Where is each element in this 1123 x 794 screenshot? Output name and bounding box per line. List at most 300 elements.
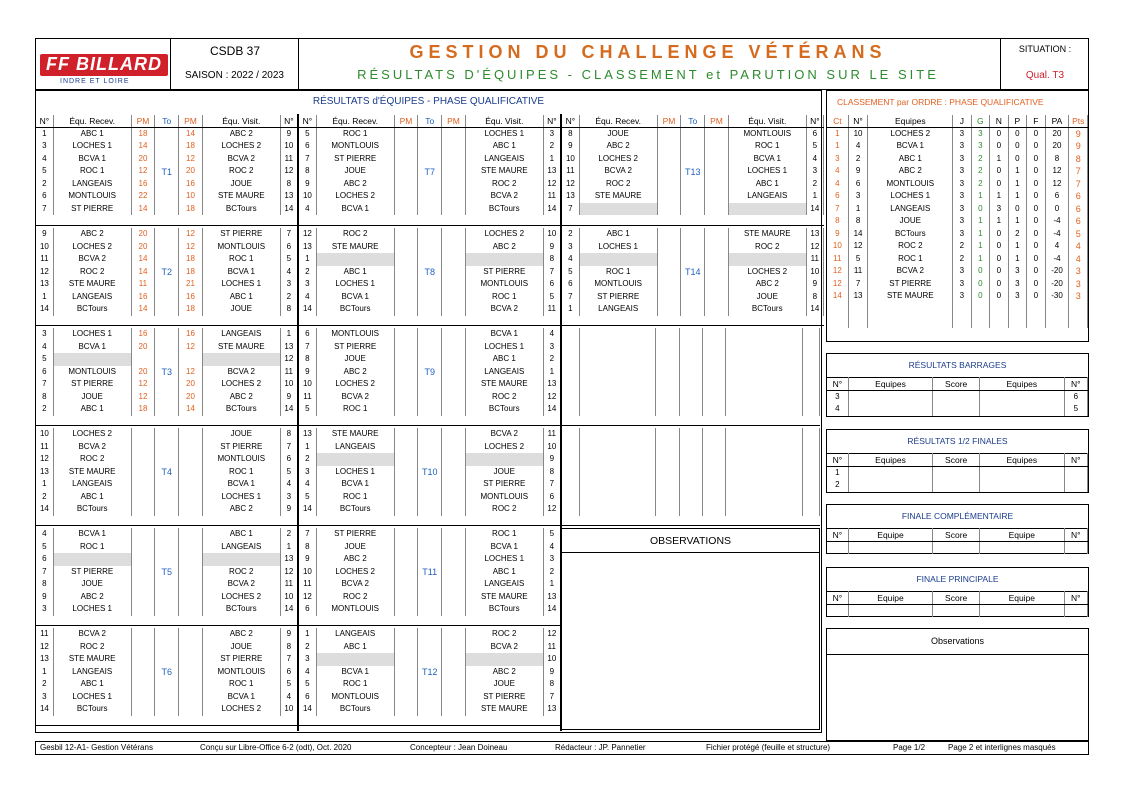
visitor-points — [705, 153, 729, 166]
home-points — [657, 128, 681, 141]
visitor-points: 12 — [179, 366, 203, 379]
team-number: 11 — [543, 303, 560, 316]
visitor-team: STE MAURE — [465, 591, 543, 604]
home-team: ST PIERRE — [316, 341, 394, 354]
col-header-pm: PM — [657, 115, 681, 128]
team-number: 14 — [36, 703, 53, 716]
col-header: N° — [827, 378, 848, 391]
home-points — [394, 203, 418, 216]
page-subtitle: RÉSULTATS D'ÉQUIPES - CLASSEMENT et PARUTION SUR LE SITE — [357, 67, 939, 82]
team-number: 5 — [299, 678, 316, 691]
home-points — [394, 353, 418, 366]
visitor-team: ABC 2 — [202, 628, 280, 641]
footer-note: Page 2 et interlignes masqués — [948, 743, 1056, 752]
visitor-points — [442, 291, 466, 304]
home-points — [394, 441, 418, 454]
team-number: 1 — [299, 628, 316, 641]
team-number: 9 — [806, 278, 823, 291]
team-number: 14 — [299, 303, 316, 316]
team-number: 10 — [280, 591, 297, 604]
home-team: BCTours — [316, 303, 394, 316]
team-number: 11 — [280, 578, 297, 591]
ranking-col-equipes: Equipes — [868, 115, 953, 128]
round-label: T5 — [155, 528, 179, 616]
team-number: 7 — [36, 203, 53, 216]
finale-princ-table — [827, 591, 1088, 617]
team-number: 9 — [562, 140, 579, 153]
team-number: 1 — [280, 328, 297, 341]
home-points — [394, 253, 418, 266]
team-number: 14 — [36, 503, 53, 516]
home-team: BCVA 1 — [316, 291, 394, 304]
visitor-points — [179, 503, 203, 516]
footer-protected: Fichier protégé (feuille et structure) — [706, 743, 831, 752]
home-points — [657, 253, 681, 266]
team-number: 13 — [280, 190, 297, 203]
team-number: 12 — [806, 241, 823, 254]
col-header: Equipes — [848, 378, 933, 391]
match-row — [36, 428, 298, 441]
match-row — [299, 128, 561, 141]
team-number: 3 — [299, 466, 316, 479]
home-points — [131, 541, 155, 554]
home-points — [657, 241, 681, 254]
home-team: JOUE — [316, 165, 394, 178]
home-points — [394, 553, 418, 566]
team-number: 5 — [543, 291, 560, 304]
visitor-points — [442, 303, 466, 316]
visitor-team: MONTLOUIS — [728, 128, 806, 141]
visitor-points — [442, 703, 466, 716]
visitor-team: ROC 2 — [202, 566, 280, 579]
home-points — [131, 466, 155, 479]
visitor-points: 16 — [179, 291, 203, 304]
visitor-team: JOUE — [465, 466, 543, 479]
home-team: LANGEAIS — [53, 666, 131, 679]
ranking-table — [827, 115, 1088, 328]
home-team: ABC 1 — [316, 641, 394, 654]
home-team: ST PIERRE — [316, 528, 394, 541]
visitor-team: STE MAURE — [728, 228, 806, 241]
home-team: JOUE — [316, 541, 394, 554]
match-row — [36, 128, 298, 141]
team-number: 11 — [280, 153, 297, 166]
team-number: 4 — [299, 666, 316, 679]
round-label: T1 — [155, 128, 179, 216]
home-team: MONTLOUIS — [316, 603, 394, 616]
team-number: 9 — [543, 241, 560, 254]
team-number: 9 — [280, 391, 297, 404]
visitor-team: LOCHES 1 — [728, 165, 806, 178]
match-row — [299, 628, 561, 641]
home-points — [657, 178, 681, 191]
visitor-points — [705, 266, 729, 279]
visitor-points — [179, 578, 203, 591]
team-number: 6 — [543, 491, 560, 504]
visitor-team: STE MAURE — [465, 165, 543, 178]
home-points — [394, 165, 418, 178]
team-number: 10 — [36, 428, 53, 441]
team-number: 11 — [280, 366, 297, 379]
visitor-team: MONTLOUIS — [202, 666, 280, 679]
team-number: 4 — [562, 253, 579, 266]
visitor-points — [179, 591, 203, 604]
team-number: 6 — [299, 328, 316, 341]
team-number: 2 — [299, 453, 316, 466]
team-number: 14 — [280, 403, 297, 416]
visitor-points — [179, 553, 203, 566]
match-row — [36, 528, 298, 541]
team-number: 2 — [543, 353, 560, 366]
home-points: 12 — [131, 165, 155, 178]
round-table-t1 — [36, 115, 298, 215]
visitor-team: ST PIERRE — [202, 653, 280, 666]
team-number: 11 — [36, 441, 53, 454]
col-header: Equipes — [979, 378, 1064, 391]
team-number: 3 — [299, 278, 316, 291]
visitor-team: BCVA 1 — [728, 153, 806, 166]
visitor-team: ST PIERRE — [465, 478, 543, 491]
team-number: 14 — [806, 203, 823, 216]
home-team: BCTours — [316, 503, 394, 516]
result-row — [827, 605, 1088, 618]
round-table-t13 — [562, 115, 824, 215]
team-number: 4 — [36, 153, 53, 166]
home-points — [131, 666, 155, 679]
team-number: 9 — [280, 128, 297, 141]
home-points — [657, 291, 681, 304]
observations-middle — [561, 528, 820, 730]
visitor-points — [442, 140, 466, 153]
visitor-team: ROC 2 — [465, 503, 543, 516]
ranking-col-j: J — [953, 115, 972, 128]
col-header-visit: Équ. Visit. — [728, 115, 806, 128]
round-table-t7 — [299, 115, 561, 215]
home-team: LOCHES 2 — [316, 566, 394, 579]
home-points — [657, 140, 681, 153]
empty-block — [562, 328, 820, 416]
visitor-team: STE MAURE — [202, 341, 280, 354]
visitor-points: 20 — [179, 378, 203, 391]
visitor-points — [442, 541, 466, 554]
home-team: BCTours — [53, 503, 131, 516]
visitor-team: ABC 2 — [202, 391, 280, 404]
team-number: 12 — [36, 453, 53, 466]
home-team: ROC 1 — [53, 165, 131, 178]
visitor-points — [705, 278, 729, 291]
home-team: ABC 1 — [53, 491, 131, 504]
home-team: LOCHES 2 — [316, 378, 394, 391]
team-number: 8 — [36, 391, 53, 404]
col-header: Equipe — [979, 592, 1064, 605]
team-number: 3 — [280, 278, 297, 291]
round-label: T12 — [418, 628, 442, 716]
visitor-team — [728, 203, 806, 216]
home-points — [131, 453, 155, 466]
home-points — [394, 628, 418, 641]
visitor-team: ABC 1 — [465, 140, 543, 153]
visitor-team: JOUE — [202, 303, 280, 316]
home-team — [579, 203, 657, 216]
season: SAISON : 2022 / 2023 — [185, 70, 284, 81]
visitor-team: ABC 2 — [465, 241, 543, 254]
team-number: 5 — [562, 266, 579, 279]
team-number: 1 — [36, 666, 53, 679]
team-number: 7 — [299, 528, 316, 541]
visitor-team: LOCHES 1 — [465, 341, 543, 354]
ranking-row: 9 14 BCTours 3 1 0 2 0 -4 5 — [827, 228, 1088, 241]
team-number: 2 — [562, 228, 579, 241]
round-table-t5 — [36, 528, 298, 616]
visitor-points: 21 — [179, 278, 203, 291]
visitor-team: LOCHES 1 — [465, 553, 543, 566]
visitor-points — [179, 528, 203, 541]
team-number: 6 — [299, 691, 316, 704]
home-points — [394, 453, 418, 466]
visitor-points — [705, 190, 729, 203]
home-team: LANGEAIS — [316, 628, 394, 641]
visitor-points — [442, 403, 466, 416]
home-team: BCVA 2 — [316, 578, 394, 591]
home-points — [394, 341, 418, 354]
ranking-row: 10 12 ROC 2 2 1 0 1 0 4 4 — [827, 240, 1088, 253]
visitor-points — [442, 366, 466, 379]
visitor-team: BCVA 2 — [202, 578, 280, 591]
home-points — [131, 691, 155, 704]
team-number: 14 — [543, 403, 560, 416]
home-team — [579, 253, 657, 266]
visitor-points — [179, 353, 203, 366]
home-team: ROC 1 — [53, 541, 131, 554]
home-team: ROC 1 — [316, 491, 394, 504]
team-number: 11 — [543, 641, 560, 654]
team-number: 6 — [299, 140, 316, 153]
match-row — [562, 228, 824, 241]
home-team: ABC 2 — [579, 140, 657, 153]
visitor-points — [179, 653, 203, 666]
visitor-team: BCVA 2 — [202, 366, 280, 379]
home-points — [394, 291, 418, 304]
team-number: 6 — [36, 553, 53, 566]
round-label: T3 — [155, 328, 179, 416]
ranking-col-n: N — [990, 115, 1009, 128]
home-team: LOCHES 1 — [53, 603, 131, 616]
team-number: 9 — [36, 591, 53, 604]
visitor-points: 14 — [179, 128, 203, 141]
team-number: 12 — [299, 228, 316, 241]
visitor-points — [442, 165, 466, 178]
home-points — [394, 391, 418, 404]
home-team: LANGEAIS — [316, 441, 394, 454]
team-number: 6 — [299, 603, 316, 616]
home-points — [394, 366, 418, 379]
team-number: 4 — [806, 153, 823, 166]
team-number: 1 — [280, 541, 297, 554]
round-label: T6 — [155, 628, 179, 716]
round-table-t11 — [299, 528, 561, 616]
team-number: 11 — [806, 253, 823, 266]
team-number: 14 — [280, 203, 297, 216]
visitor-points — [442, 528, 466, 541]
team-number: 8 — [806, 291, 823, 304]
visitor-team: MONTLOUIS — [202, 453, 280, 466]
team-number: 7 — [543, 478, 560, 491]
visitor-team: ABC 1 — [202, 291, 280, 304]
team-number: 7 — [299, 341, 316, 354]
visitor-team: BCVA 1 — [465, 541, 543, 554]
visitor-points — [179, 691, 203, 704]
home-points — [394, 153, 418, 166]
visitor-team: ABC 2 — [202, 128, 280, 141]
visitor-team: BCVA 2 — [465, 190, 543, 203]
visitor-team: BCVA 1 — [465, 328, 543, 341]
round-label: T14 — [681, 228, 705, 316]
home-team: LOCHES 1 — [316, 466, 394, 479]
visitor-points — [705, 228, 729, 241]
visitor-team: BCTours — [202, 403, 280, 416]
home-points — [657, 228, 681, 241]
visitor-points: 20 — [179, 391, 203, 404]
home-team: JOUE — [53, 391, 131, 404]
team-number: 13 — [280, 553, 297, 566]
team-number: 4 — [36, 528, 53, 541]
home-points — [394, 653, 418, 666]
team-number: 10 — [36, 241, 53, 254]
home-team: STE MAURE — [53, 653, 131, 666]
col-header: Equipe — [848, 529, 933, 542]
team-number: 8 — [280, 641, 297, 654]
team-number: 1 — [299, 253, 316, 266]
team-number: 6 — [36, 366, 53, 379]
home-team: ST PIERRE — [53, 203, 131, 216]
col-header-pm: PM — [179, 115, 203, 128]
col-header-to: To — [681, 115, 705, 128]
results-title: RÉSULTATS d'ÉQUIPES - PHASE QUALIFICATIVE — [312, 96, 545, 107]
visitor-team: ROC 2 — [465, 178, 543, 191]
col-header-pm: PM — [131, 115, 155, 128]
home-points — [394, 190, 418, 203]
col-header: Equipe — [848, 592, 933, 605]
visitor-team: ROC 2 — [465, 628, 543, 641]
team-number: 2 — [543, 566, 560, 579]
home-team: LOCHES 2 — [579, 153, 657, 166]
visitor-points — [705, 128, 729, 141]
demi-title: RÉSULTATS 1/2 FINALES — [907, 436, 1008, 446]
team-number: 7 — [562, 203, 579, 216]
home-team: STE MAURE — [316, 241, 394, 254]
match-row — [36, 628, 298, 641]
col-header: N° — [1064, 592, 1087, 605]
home-points — [394, 266, 418, 279]
team-number: 7 — [543, 691, 560, 704]
barrages-table — [827, 377, 1088, 416]
visitor-team — [202, 353, 280, 366]
home-points — [657, 278, 681, 291]
home-team: ROC 2 — [53, 641, 131, 654]
home-team: BCVA 2 — [316, 391, 394, 404]
col-header-n: N° — [543, 115, 560, 128]
team-number: 5 — [36, 541, 53, 554]
visitor-team — [465, 253, 543, 266]
team-number: 9 — [299, 366, 316, 379]
org-name: CSDB 37 — [209, 44, 261, 58]
visitor-points — [179, 703, 203, 716]
team-number: 3 — [36, 691, 53, 704]
round-label: T13 — [681, 128, 705, 216]
team-number: 9 — [36, 228, 53, 241]
home-points — [394, 241, 418, 254]
team-number: 2 — [543, 140, 560, 153]
visitor-team: BCTours — [202, 203, 280, 216]
ranking-row: 8 8 JOUE 3 1 1 1 0 -4 6 — [827, 215, 1088, 228]
home-points: 20 — [131, 153, 155, 166]
team-number: 1 — [36, 478, 53, 491]
home-team: ABC 1 — [579, 228, 657, 241]
home-team: JOUE — [316, 353, 394, 366]
col-header: Equipes — [848, 454, 933, 467]
footer-page: Page 1/2 — [893, 743, 926, 752]
home-points: 16 — [131, 178, 155, 191]
ranking-col-p: P — [1008, 115, 1027, 128]
team-number: 12 — [280, 566, 297, 579]
home-team: ABC 2 — [316, 553, 394, 566]
team-number: 5 — [299, 128, 316, 141]
team-number: 3 — [543, 341, 560, 354]
match-row — [299, 528, 561, 541]
visitor-team: LANGEAIS — [202, 541, 280, 554]
result-row: 1 — [827, 467, 1088, 480]
visitor-points — [442, 628, 466, 641]
visitor-points: 20 — [179, 165, 203, 178]
team-number: 7 — [299, 153, 316, 166]
col-header-home: Équ. Recev. — [316, 115, 394, 128]
visitor-points — [442, 228, 466, 241]
visitor-team: JOUE — [202, 178, 280, 191]
visitor-points — [442, 503, 466, 516]
visitor-points — [442, 241, 466, 254]
home-team: BCVA 2 — [53, 441, 131, 454]
team-number: 6 — [806, 128, 823, 141]
home-points — [394, 178, 418, 191]
team-number: 6 — [280, 666, 297, 679]
home-team: LOCHES 2 — [316, 190, 394, 203]
home-team: ROC 1 — [579, 266, 657, 279]
visitor-team: ST PIERRE — [202, 228, 280, 241]
home-points — [394, 491, 418, 504]
footer-app: Gesbil 12-A1- Gestion Vétérans — [40, 743, 153, 752]
team-number: 10 — [280, 140, 297, 153]
team-number: 6 — [280, 241, 297, 254]
team-number: 2 — [299, 266, 316, 279]
visitor-points — [705, 203, 729, 216]
visitor-team: LOCHES 2 — [465, 441, 543, 454]
home-team: ST PIERRE — [579, 291, 657, 304]
visitor-points — [442, 153, 466, 166]
visitor-points — [179, 678, 203, 691]
ranking-col-pts: Pts — [1069, 115, 1088, 128]
visitor-points — [179, 666, 203, 679]
home-team: ROC 2 — [579, 178, 657, 191]
home-team: ABC 2 — [53, 591, 131, 604]
ranking-col-n: N° — [848, 115, 868, 128]
visitor-team: BCVA 2 — [465, 641, 543, 654]
visitor-team: ROC 1 — [728, 140, 806, 153]
team-number: 13 — [543, 165, 560, 178]
home-team: BCVA 2 — [53, 253, 131, 266]
team-number: 10 — [280, 703, 297, 716]
col-header: N° — [1064, 378, 1087, 391]
home-points: 20 — [131, 241, 155, 254]
